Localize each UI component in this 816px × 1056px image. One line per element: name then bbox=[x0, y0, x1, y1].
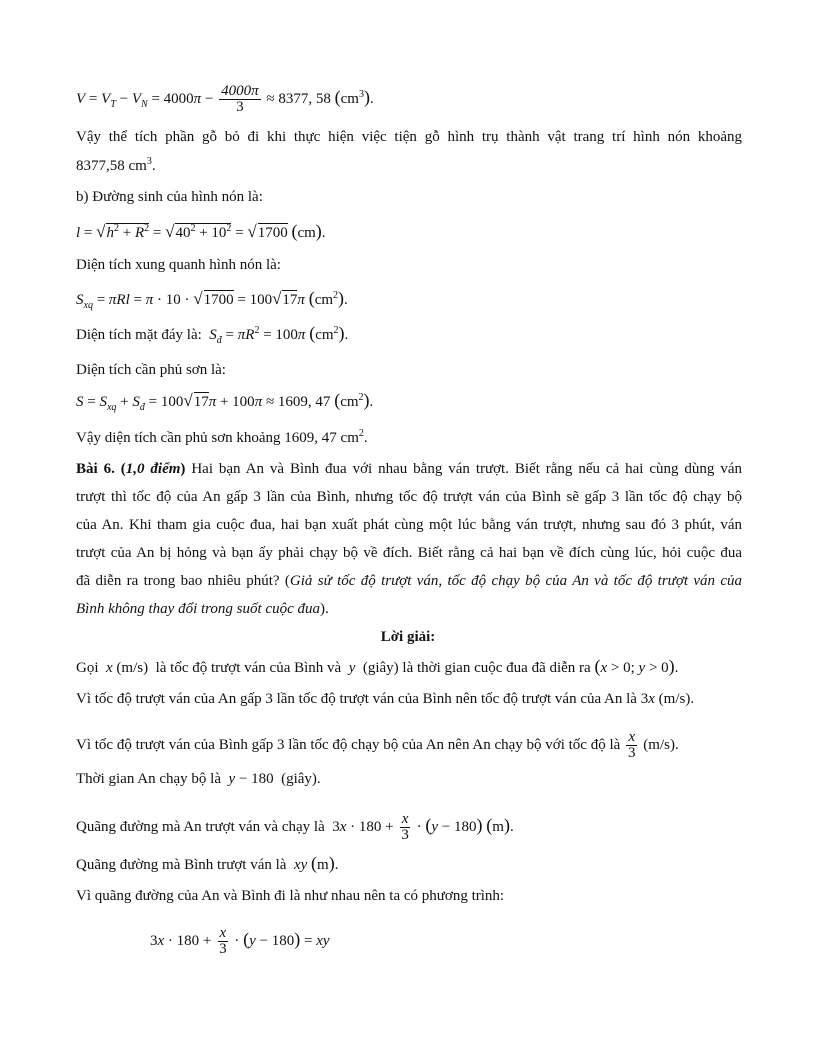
final-equation: 3x · 180 + $\frac{x}{3}$ · (y − 180) = xy bbox=[150, 925, 330, 957]
volume-result: 8377,58 $cm^3$. bbox=[76, 156, 156, 174]
solution-step-6: Quãng đường mà Bình trượt ván là xy (m). bbox=[76, 853, 339, 873]
solution-step-3: Vì tốc độ trượt ván của Bình gấp 3 lần tốc độ chạy bộ của An nên An chạy bộ với tốc độ là $\frac{x}{3}$ (m/s). bbox=[76, 729, 679, 761]
problem-6-text: Hai bạn An và Bình đua với nhau bằng ván trượt. Biết rằng nếu cả hai cùng dùng ván bbox=[191, 461, 743, 477]
paragraph-line: Vậy thể tích phần gỗ bỏ đi khi thực hiện việc tiện gỗ hình trụ thành vật trang trí hình nón khoảng bbox=[76, 129, 742, 145]
problem-6-line-4: trượt của An bị hỏng và bạn ấy phải chạy bộ về đích. Biết rằng cả hai bạn về đích cùng lúc, hỏi cuộc đua bbox=[76, 545, 742, 561]
base-area-line: Diện tích mặt đáy là: $S_đ = \pi R^2 = 100\pi$ $(cm^2)$. bbox=[76, 323, 349, 346]
paint-area-result: Vậy diện tích cần phủ sơn khoảng 1609, 47 $cm^2$. bbox=[76, 428, 368, 446]
problem-6-assumption: Giả sử tốc độ trượt ván, tốc độ chạy bộ của An và tốc độ trượt ván của bbox=[289, 573, 742, 589]
paint-area-heading: Diện tích cần phủ sơn là: bbox=[76, 362, 226, 378]
volume-equation: $V = V_T - V_N = 4000\pi$ − $\frac{4000\pi}{3}$ ≈ 8377, 58 $(cm^3)$. bbox=[76, 83, 374, 115]
problem-6-text: đã diễn ra trong bao nhiêu phút? ( bbox=[76, 573, 290, 589]
lateral-area-heading: Diện tích xung quanh hình nón là: bbox=[76, 257, 281, 273]
problem-6-line-5 bbox=[76, 572, 742, 590]
lateral-area-equation: $S_{xq} = \pi Rl = \pi \cdot 10 \cdot √1700 = 100√17\pi$ $(cm^2)$. bbox=[76, 288, 348, 311]
problem-6-line-2: trượt thì tốc độ của An gấp 3 lần của Bình, nhưng tốc độ trượt ván của Bình sẽ gấp 3 lần tốc độ chạy bộ bbox=[76, 489, 742, 505]
slant-height-equation: $l = √h^2 + R^2 = √40^2 + 10^2 = √1700$ (cm). bbox=[76, 221, 326, 241]
problem-6-line-1 bbox=[76, 460, 742, 478]
problem-6-label: Bài 6. (1,0 điểm) bbox=[76, 461, 186, 477]
solution-step-7: Vì quãng đường của An và Bình đi là như nhau nên ta có phương trình: bbox=[76, 888, 505, 904]
solution-step-5: Quãng đường mà An trượt ván và chạy là 3x · 180 + $\frac{x}{3}$ · (y − 180) (m). bbox=[76, 811, 514, 843]
problem-6-line-3: của An. Khi tham gia cuộc đua, hai bạn xuất phát cùng một lúc bằng ván trượt, nhưng sau đó 3 phút, ván bbox=[76, 517, 742, 533]
part-b-heading: b) Đường sinh của hình nón là: bbox=[76, 189, 263, 205]
solution-step-4: Thời gian An chạy bộ là y − 180 (giây). bbox=[76, 771, 321, 787]
solution-step-1: Gọi x (m/s) là tốc độ trượt ván của Bình và y (giây) là thời gian cuộc đua đã diễn ra (x > 0; y > 0). bbox=[76, 656, 679, 676]
problem-6-assumption: Bình không thay đổi trong suốt cuộc đua bbox=[76, 601, 320, 617]
solution-heading: Lời giải: bbox=[380, 629, 436, 645]
paint-area-equation: $S = S_{xq} + S_đ = 100√17\pi + 100\pi \approx 1609$, 47 $(cm^2)$. bbox=[76, 390, 374, 413]
problem-6-text: ). bbox=[320, 601, 329, 617]
solution-step-2: Vì tốc độ trượt ván của An gấp 3 lần tốc độ trượt ván của Bình nên tốc độ trượt ván của An là 3x (m/s). bbox=[76, 691, 695, 707]
problem-6-line-6 bbox=[76, 600, 742, 618]
